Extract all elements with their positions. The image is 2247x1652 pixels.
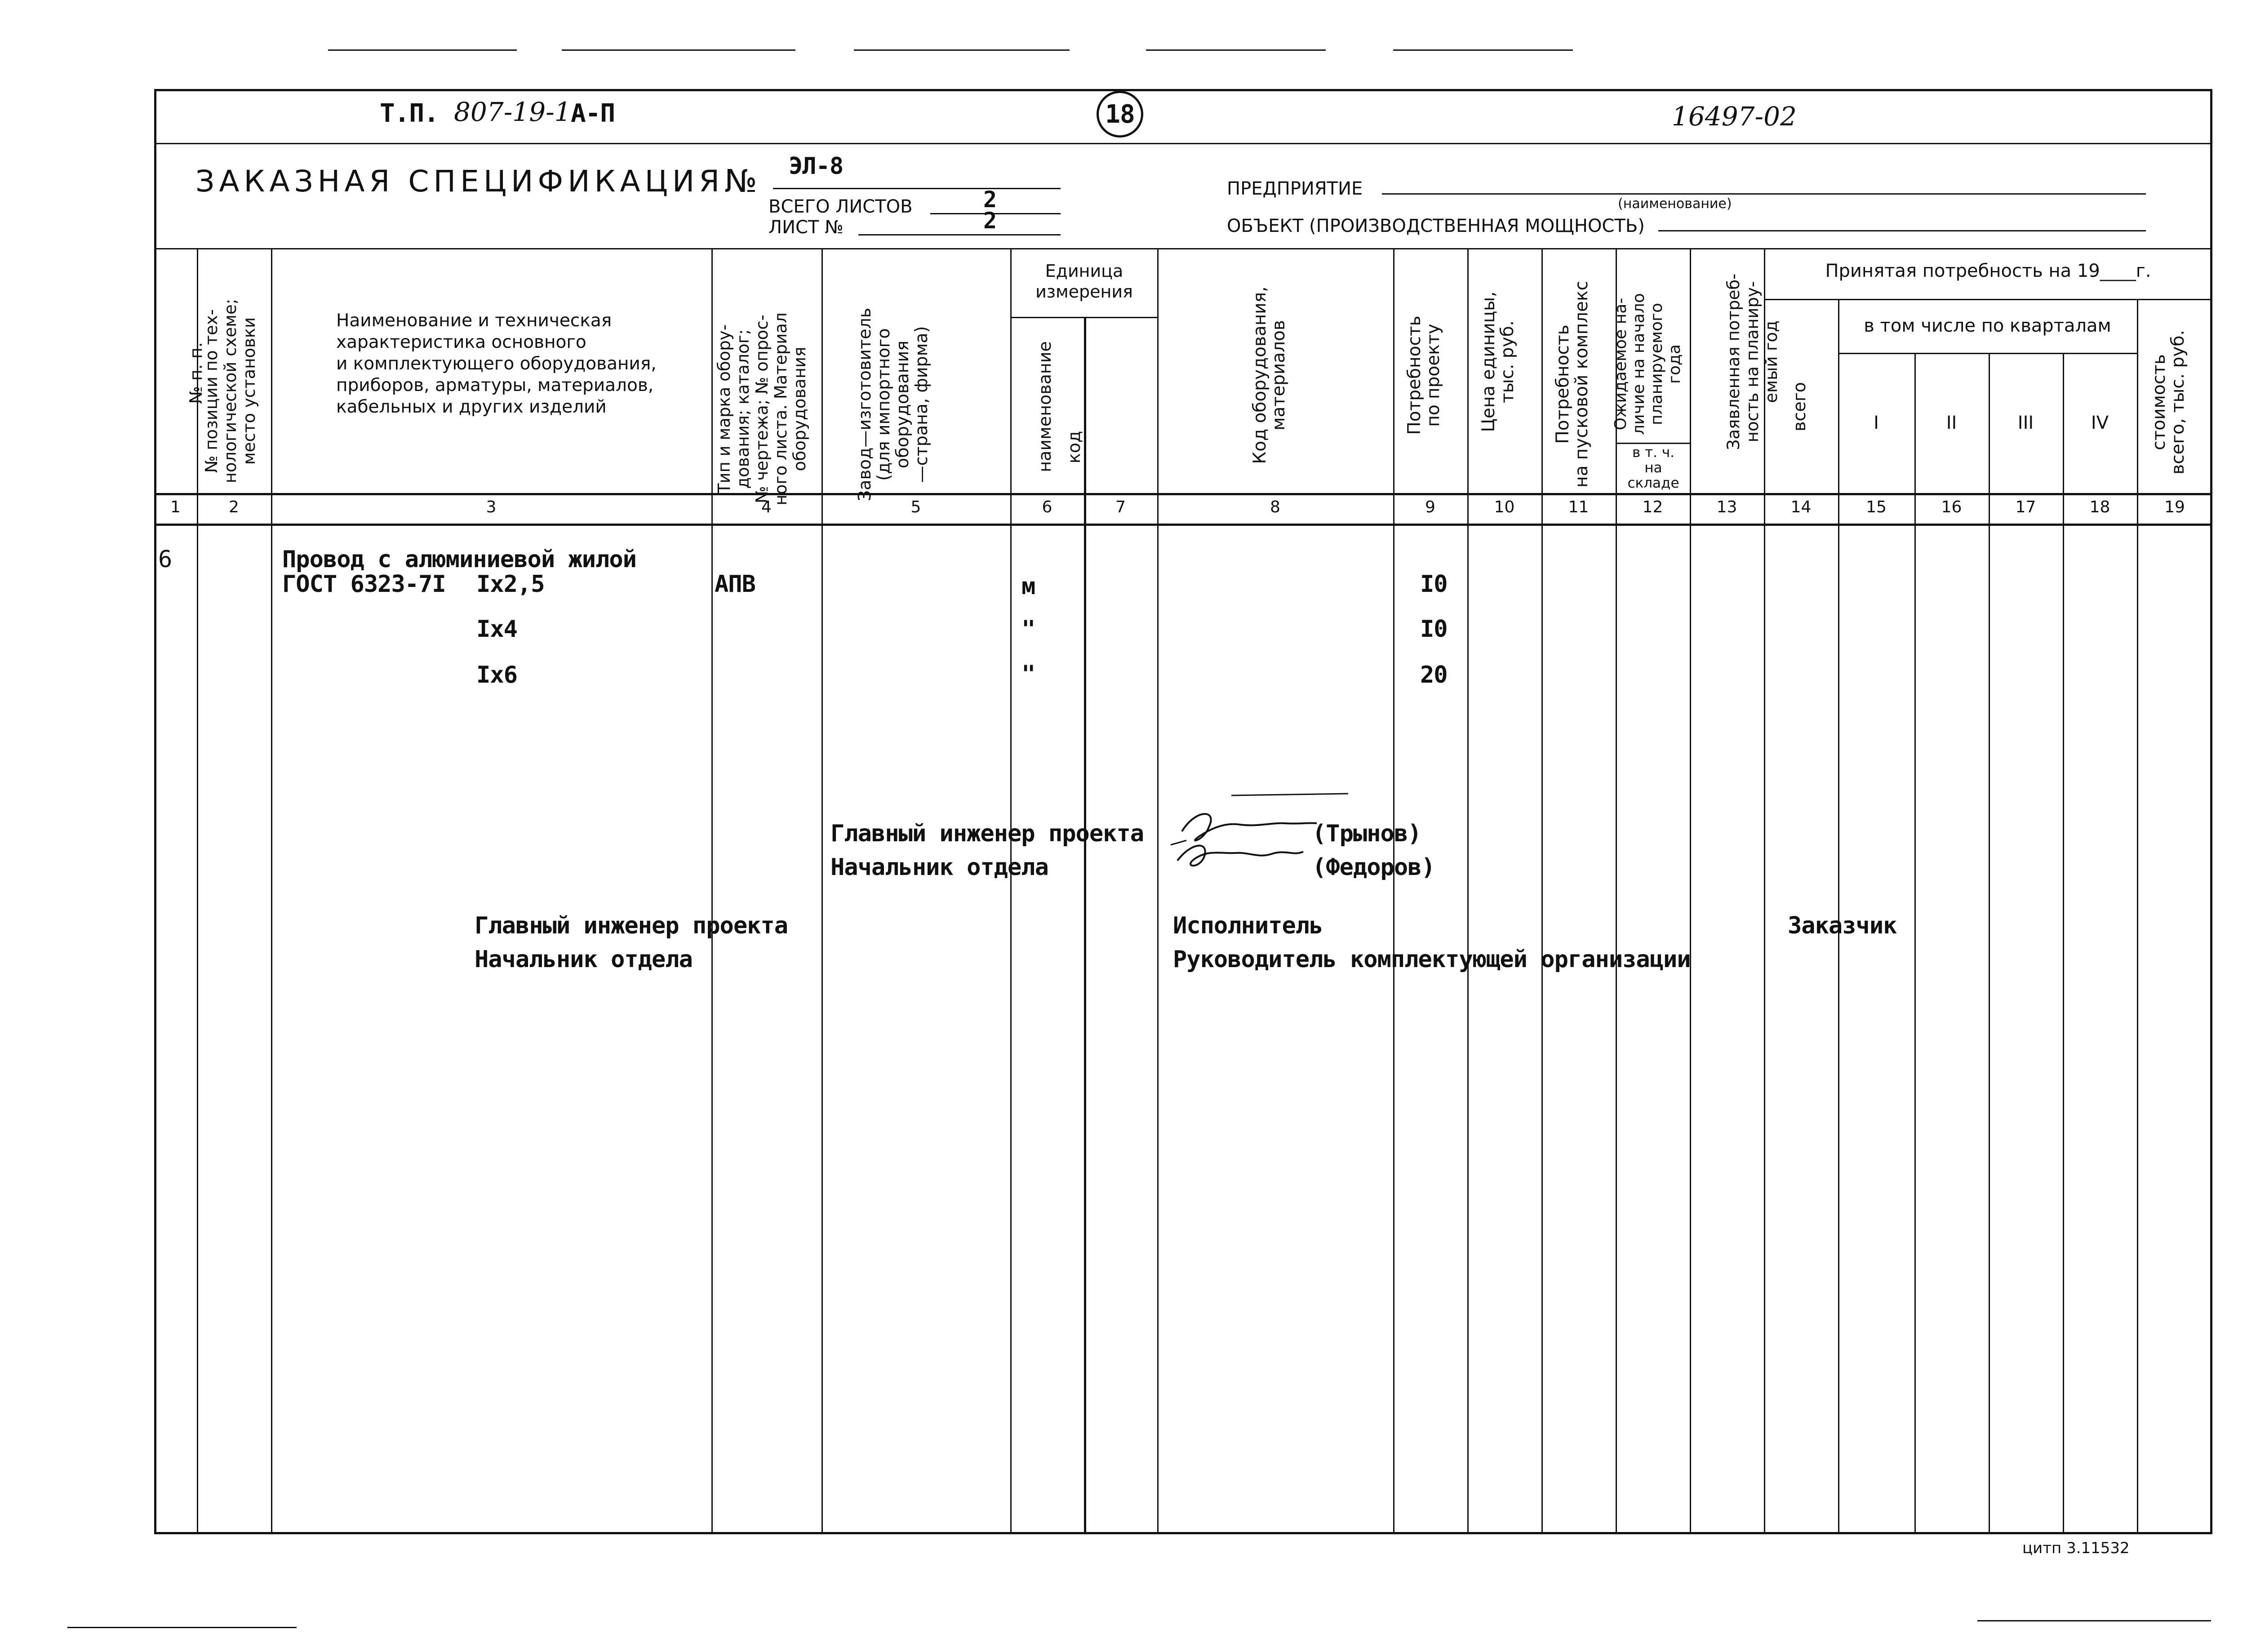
sig-chief-engineer-2: Главный инженер проекта [475,912,788,939]
sig-executor: Исполнитель [1173,912,1323,939]
unit-group-header: Единица измерения [1035,261,1133,302]
col-header-5: Завод—изготовитель (для импортного оборудования —страна, фирма) [855,307,931,502]
accepted-group-line [1764,299,2212,300]
page-badge [1097,91,1143,138]
sig-head-department: Начальник отдела [830,854,1048,881]
col-num-11: 11 [1568,498,1589,516]
col-line-18 [2137,299,2138,1534]
col-header-17: III [2017,413,2034,433]
unit-group-line [1010,317,1157,318]
col-line-15 [1914,353,1916,1534]
row3-qty: 20 [1420,662,1448,688]
sig-chief-engineer: Главный инженер проекта [830,820,1144,847]
spec-title: ЗАКАЗНАЯ СПЕЦИФИКАЦИЯ [195,164,724,199]
col-num-15: 15 [1866,498,1887,516]
accepted-group-header: Принятая потребность на 19____г. [1825,261,2151,281]
col-header-15: I [1874,413,1879,433]
col-header-10: Цена единицы, тыс. руб. [1479,291,1518,432]
sig-supplier-head: Руководитель комплектующей организации [1173,946,1691,973]
top-dash-2 [562,49,795,51]
col-num-12: 12 [1642,498,1663,516]
col-num-5: 5 [910,498,921,516]
col-num-17: 17 [2015,498,2036,516]
object-label: ОБЪЕКТ (ПРОИЗВОДСТВЕННАЯ МОЩНОСТЬ) [1227,216,1645,236]
row3-size: Iх6 [476,662,517,688]
col-num-9: 9 [1425,498,1435,516]
col-num-6: 6 [1042,498,1052,516]
total-sheets-value: 2 [983,187,997,213]
col-header-3: Наименование и техническая характеристика основного и комплектующего оборудования, приборов, арматуры, материалов, кабельных и других изделий [336,311,657,417]
col-num-18: 18 [2089,498,2110,516]
col-line-8 [1393,248,1394,1534]
row2-unit: " [1021,616,1035,643]
spec-number-sign: № [724,163,757,200]
col-header-4: Тип и марка обору- дования; каталог; № чертежа; № опрос- ного листа. Материал оборудования [715,312,809,506]
project-code-hand: 807-19-1 [454,97,571,127]
row1-type: АПВ [715,571,755,598]
table-top-line [154,248,2212,249]
document-number: 16497-02 [1672,101,1797,132]
col-header-1: № п. п. [186,342,206,404]
col-line-9 [1467,248,1469,1534]
sig-name-1: (Трынов) [1312,820,1421,847]
sig-customer: Заказчик [1788,912,1897,939]
object-line [1658,230,2146,231]
col-line-16 [1989,353,1990,1534]
col-header-19: стоимость всего, тыс. руб. [2149,330,2188,475]
sheet-no-value: 2 [983,208,997,234]
top-dash-3 [854,49,1070,51]
page-badge-number: 18 [1105,99,1135,129]
col-line-3 [711,248,713,1534]
col-num-7: 7 [1115,498,1126,516]
top-dash-5 [1393,49,1573,51]
col-header-2: № позиции по тех- нологической схеме; место установки [202,298,259,484]
col-header-8: Код оборудования, материалов [1250,286,1289,464]
col-line-10 [1541,248,1543,1534]
spec-number-line [773,188,1061,189]
sheet-no-label: ЛИСТ № [768,217,844,238]
col-num-4: 4 [761,498,772,516]
enterprise-label: ПРЕДПРИЯТИЕ [1227,178,1363,199]
quarters-group-header: в том числе по кварталам [1864,315,2111,336]
enterprise-line [1382,193,2146,195]
col-num-16: 16 [1941,498,1962,516]
total-sheets-label: ВСЕГО ЛИСТОВ [768,196,913,217]
col-header-9: Потребность по проекту [1404,315,1443,435]
top-dash-4 [1146,49,1326,51]
print-code: цитп 3.11532 [2022,1539,2130,1557]
col-header-14: всего [1790,382,1809,431]
sheet-no-line [858,234,1061,235]
col-line-17 [2063,353,2064,1534]
col-num-14: 14 [1790,498,1812,516]
bottom-right-dash [1977,1620,2211,1621]
enterprise-hint: (наименование) [1618,196,1732,212]
col-line-7 [1157,248,1159,1534]
row3-unit: " [1021,661,1035,688]
col-header-6: наименование [1035,341,1055,472]
row1-no: 6 [158,546,172,573]
colnum-top-line [154,493,2212,495]
col-line-5 [1010,248,1012,1534]
project-code-suffix: А-П [571,99,615,128]
row1-qty: I0 [1420,571,1448,598]
col-num-19: 19 [2164,498,2185,516]
col-line-2 [271,248,272,1534]
col-header-12: Ожидаемое на- личие на начало планируемого года [1612,293,1684,435]
quarters-group-line [1838,353,2137,354]
top-dash-1 [328,49,517,51]
row2-size: Iх4 [476,616,517,643]
bottom-left-dash [67,1627,297,1628]
row2-qty: I0 [1420,616,1448,643]
sig-name-2: (Федоров) [1312,854,1435,881]
col-num-1: 1 [170,498,181,516]
col-header-11: Потребность на пусковой комплекс [1553,280,1592,488]
col-num-13: 13 [1716,498,1737,516]
col-header-7: код [1064,431,1084,464]
row1-unit: м [1021,573,1035,600]
col-line-4 [822,248,823,1534]
project-code-prefix: Т.П. [380,99,439,128]
col-num-3: 3 [486,498,497,516]
col-header-13: Заявленная потреб- ность на планиру- емый год [1724,273,1781,450]
header-divider [154,143,2212,144]
row1-name: Провод с алюминиевой жилой [282,546,636,573]
sig-head-department-2: Начальник отдела [475,946,693,973]
col-num-10: 10 [1494,498,1515,516]
row1-standard: ГОСТ 6323-7I [282,571,446,598]
col-header-16: II [1946,413,1957,433]
col-header-18: IV [2091,413,2109,433]
col-num-2: 2 [229,498,239,516]
row1-size: Iх2,5 [476,571,545,598]
spec-number-value: ЭЛ-8 [789,153,844,180]
col-header-12-sub: в т. ч. на складе [1627,444,1679,491]
col-num-8: 8 [1270,498,1280,516]
colnum-bottom-line [154,524,2212,526]
